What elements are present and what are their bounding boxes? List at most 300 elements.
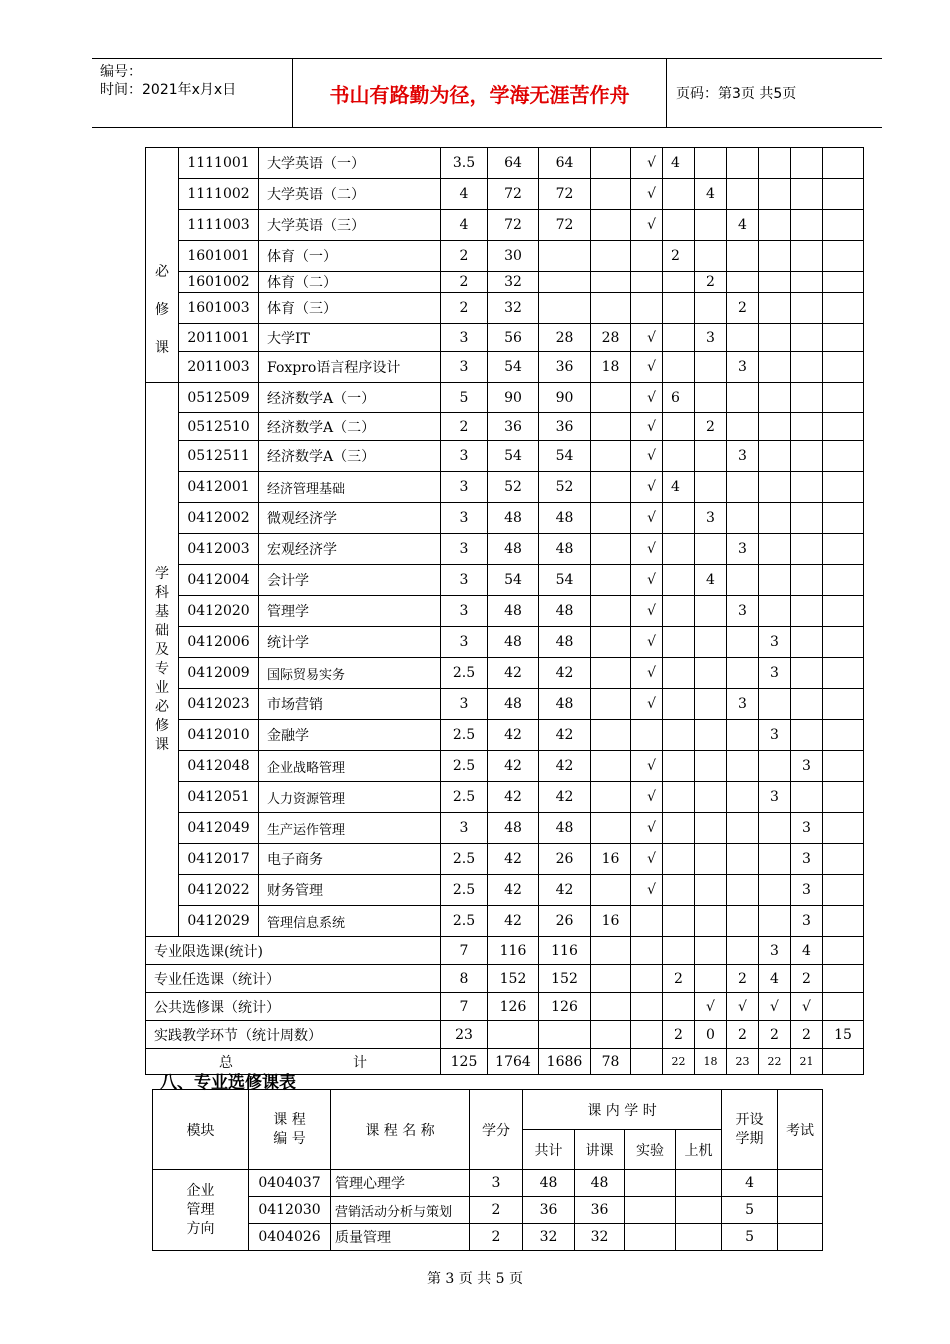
summary-cell: 7 [441, 937, 488, 965]
semester-cell [663, 441, 695, 472]
course-name: 生产运作管理 [259, 813, 441, 844]
value-cell: 3 [441, 565, 488, 596]
value-cell [823, 293, 864, 324]
table-row [146, 148, 864, 179]
value-cell [759, 751, 791, 782]
value-cell: 48 [523, 1170, 575, 1197]
value-cell [695, 658, 727, 689]
value-cell [591, 383, 631, 413]
value-cell: 48 [488, 627, 539, 658]
value-cell: 48 [488, 534, 539, 565]
course-code: 1601001 [179, 241, 259, 272]
value-cell [591, 441, 631, 472]
table-row [146, 689, 864, 720]
value-cell [591, 751, 631, 782]
summary-cell: 15 [823, 1021, 864, 1049]
header-computer: 上机 [676, 1130, 722, 1170]
value-cell [791, 241, 823, 272]
course-name: 管理心理学 [331, 1170, 470, 1197]
time-label: 时间：2021年x月x日 [100, 82, 237, 98]
value-cell: 28 [539, 324, 591, 352]
value-cell: 32 [523, 1224, 575, 1251]
exam-check: √ [631, 210, 663, 241]
value-cell [695, 383, 727, 413]
value-cell: 48 [488, 689, 539, 720]
value-cell [695, 210, 727, 241]
value-cell [727, 179, 759, 210]
page-indicator: 页码：第3页 共5页 [676, 86, 797, 102]
value-cell: 2.5 [441, 720, 488, 751]
course-code: 0512511 [179, 441, 259, 472]
header-code: 课 程 编 号 [249, 1090, 331, 1170]
table-row [146, 293, 864, 324]
value-cell [791, 658, 823, 689]
semester-cell [663, 906, 695, 937]
value-cell [823, 689, 864, 720]
summary-label: 专业任选课（统计） [146, 965, 441, 993]
value-cell [625, 1197, 676, 1224]
summary-cell [591, 993, 631, 1021]
value-cell [591, 534, 631, 565]
value-cell [695, 689, 727, 720]
course-name: 经济数学A（三） [259, 441, 441, 472]
course-code: 2011001 [179, 324, 259, 352]
exam-check: √ [631, 627, 663, 658]
table-row [146, 324, 864, 352]
exam-check: √ [631, 441, 663, 472]
value-cell [823, 658, 864, 689]
value-cell: 42 [488, 720, 539, 751]
value-cell [759, 352, 791, 383]
value-cell: 3 [470, 1170, 523, 1197]
course-code: 0412023 [179, 689, 259, 720]
course-name: 电子商务 [259, 844, 441, 875]
value-cell [778, 1197, 823, 1224]
summary-cell [631, 993, 663, 1021]
value-cell: 54 [488, 441, 539, 472]
value-cell: 36 [575, 1197, 625, 1224]
value-cell [759, 906, 791, 937]
value-cell [727, 472, 759, 503]
value-cell [727, 720, 759, 751]
value-cell: 4 [727, 210, 759, 241]
value-cell: 3 [441, 441, 488, 472]
semester-cell [663, 503, 695, 534]
value-cell [791, 179, 823, 210]
table-row [146, 627, 864, 658]
value-cell [591, 689, 631, 720]
value-cell [695, 720, 727, 751]
value-cell [759, 844, 791, 875]
semester-cell [663, 352, 695, 383]
total-label-b: 计 [353, 1054, 367, 1071]
course-name: 大学IT [259, 324, 441, 352]
value-cell: 64 [488, 148, 539, 179]
value-cell: 3 [791, 844, 823, 875]
value-cell: 3 [727, 441, 759, 472]
table-row [146, 875, 864, 906]
table-row [146, 596, 864, 627]
value-cell: 36 [539, 352, 591, 383]
value-cell: 3 [727, 689, 759, 720]
value-cell [791, 720, 823, 751]
value-cell: 4 [441, 210, 488, 241]
value-cell [695, 241, 727, 272]
value-cell [823, 272, 864, 293]
exam-check: √ [631, 596, 663, 627]
value-cell: 42 [488, 751, 539, 782]
value-cell: 48 [575, 1170, 625, 1197]
value-cell [791, 596, 823, 627]
value-cell [591, 241, 631, 272]
value-cell [676, 1170, 722, 1197]
value-cell [823, 534, 864, 565]
value-cell: 36 [488, 413, 539, 441]
course-name: 管理学 [259, 596, 441, 627]
summary-cell: √ [759, 993, 791, 1021]
value-cell: 2.5 [441, 751, 488, 782]
summary-cell: 4 [759, 965, 791, 993]
course-code: 2011003 [179, 352, 259, 383]
course-code: 0404026 [249, 1224, 331, 1251]
value-cell: 4 [695, 565, 727, 596]
value-cell: 54 [488, 352, 539, 383]
course-name: Foxpro语言程序设计 [259, 352, 441, 383]
value-cell [823, 844, 864, 875]
header-meta [100, 63, 236, 99]
exam-check: √ [631, 383, 663, 413]
semester-cell [663, 813, 695, 844]
table-row [146, 472, 864, 503]
value-cell [759, 293, 791, 324]
table-row [153, 1224, 823, 1251]
exam-check: √ [631, 179, 663, 210]
course-name: 体育（一） [259, 241, 441, 272]
value-cell [823, 241, 864, 272]
total-cell: 1686 [539, 1049, 591, 1075]
table-row [153, 1170, 823, 1197]
value-cell [727, 658, 759, 689]
course-name: 大学英语（二） [259, 179, 441, 210]
summary-cell: 116 [539, 937, 591, 965]
value-cell [791, 472, 823, 503]
value-cell [727, 241, 759, 272]
summary-cell [823, 993, 864, 1021]
value-cell [727, 844, 759, 875]
course-code: 0412051 [179, 782, 259, 813]
value-cell [727, 875, 759, 906]
value-cell: 42 [488, 782, 539, 813]
exam-check [631, 272, 663, 293]
semester-cell: 4 [663, 472, 695, 503]
value-cell: 3 [791, 813, 823, 844]
total-cell: 22 [663, 1049, 695, 1075]
value-cell [727, 813, 759, 844]
value-cell: 16 [591, 844, 631, 875]
value-cell [727, 148, 759, 179]
value-cell: 42 [488, 875, 539, 906]
value-cell [791, 503, 823, 534]
exam-check: √ [631, 565, 663, 596]
value-cell [791, 534, 823, 565]
value-cell [823, 383, 864, 413]
value-cell [759, 210, 791, 241]
course-code: 1601002 [179, 272, 259, 293]
value-cell: 2 [441, 272, 488, 293]
value-cell: 16 [591, 906, 631, 937]
total-cell: 1764 [488, 1049, 539, 1075]
table-row [146, 844, 864, 875]
value-cell [759, 472, 791, 503]
exam-check: √ [631, 813, 663, 844]
value-cell: 4 [695, 179, 727, 210]
value-cell [759, 565, 791, 596]
summary-cell: 116 [488, 937, 539, 965]
summary-cell: 2 [791, 965, 823, 993]
exam-check: √ [631, 751, 663, 782]
course-code: 1111002 [179, 179, 259, 210]
course-name: 管理信息系统 [259, 906, 441, 937]
summary-cell: 4 [791, 937, 823, 965]
summary-cell: 8 [441, 965, 488, 993]
course-name: 大学英语（三） [259, 210, 441, 241]
value-cell [791, 293, 823, 324]
value-cell: 3 [727, 352, 759, 383]
value-cell: 42 [488, 906, 539, 937]
summary-cell: √ [695, 993, 727, 1021]
header-name: 课 程 名 称 [331, 1090, 470, 1170]
exam-check: √ [631, 413, 663, 441]
value-cell [759, 875, 791, 906]
value-cell [591, 272, 631, 293]
value-cell [759, 272, 791, 293]
value-cell [823, 324, 864, 352]
summary-cell [488, 1021, 539, 1049]
semester-cell [663, 782, 695, 813]
summary-cell: 2 [791, 1021, 823, 1049]
value-cell: 48 [539, 534, 591, 565]
value-cell: 32 [575, 1224, 625, 1251]
table-row [146, 658, 864, 689]
course-code: 0412029 [179, 906, 259, 937]
table-row [146, 813, 864, 844]
value-cell [695, 751, 727, 782]
exam-check: √ [631, 689, 663, 720]
summary-cell: √ [727, 993, 759, 1021]
value-cell: 2 [727, 293, 759, 324]
semester-cell [663, 293, 695, 324]
value-cell [759, 534, 791, 565]
header-motto: 书山有路勤为径，学海无涯苦作舟 [329, 83, 630, 107]
course-name: 人力资源管理 [259, 782, 441, 813]
semester-cell [663, 689, 695, 720]
value-cell: 3 [759, 627, 791, 658]
value-cell [695, 293, 727, 324]
value-cell [695, 627, 727, 658]
value-cell: 3 [759, 658, 791, 689]
semester-cell: 4 [663, 148, 695, 179]
course-code: 0412003 [179, 534, 259, 565]
value-cell: 52 [539, 472, 591, 503]
value-cell [759, 813, 791, 844]
value-cell: 3 [759, 782, 791, 813]
value-cell [727, 503, 759, 534]
value-cell [695, 352, 727, 383]
value-cell: 3 [441, 596, 488, 627]
value-cell [695, 472, 727, 503]
value-cell: 5 [722, 1197, 778, 1224]
summary-row [146, 965, 864, 993]
course-name: 质量管理 [331, 1224, 470, 1251]
value-cell [823, 875, 864, 906]
exam-check: √ [631, 844, 663, 875]
exam-check [631, 906, 663, 937]
value-cell: 42 [488, 658, 539, 689]
value-cell: 90 [488, 383, 539, 413]
value-cell: 2.5 [441, 875, 488, 906]
course-name: 经济管理基础 [259, 472, 441, 503]
exam-check [631, 241, 663, 272]
value-cell: 2 [441, 241, 488, 272]
value-cell: 54 [488, 565, 539, 596]
table-row [146, 565, 864, 596]
semester-cell [663, 413, 695, 441]
semester-cell [663, 565, 695, 596]
value-cell: 42 [488, 844, 539, 875]
value-cell [823, 565, 864, 596]
exam-check: √ [631, 534, 663, 565]
value-cell [591, 782, 631, 813]
value-cell: 3 [695, 324, 727, 352]
value-cell [791, 352, 823, 383]
summary-label: 公共选修课（统计） [146, 993, 441, 1021]
semester-cell [663, 210, 695, 241]
summary-row [146, 1021, 864, 1049]
summary-cell: 152 [488, 965, 539, 993]
value-cell: 2 [695, 413, 727, 441]
table-row [146, 751, 864, 782]
value-cell [759, 689, 791, 720]
value-cell: 42 [539, 751, 591, 782]
exam-check: √ [631, 782, 663, 813]
course-code: 0412022 [179, 875, 259, 906]
semester-cell [663, 720, 695, 751]
header-total: 共计 [523, 1130, 575, 1170]
table-row [146, 179, 864, 210]
value-cell: 42 [539, 658, 591, 689]
course-name: 宏观经济学 [259, 534, 441, 565]
table-row [146, 720, 864, 751]
value-cell: 72 [539, 210, 591, 241]
value-cell: 2.5 [441, 658, 488, 689]
course-name: 经济数学A（一） [259, 383, 441, 413]
value-cell [591, 720, 631, 751]
value-cell: 32 [488, 272, 539, 293]
course-code: 0412049 [179, 813, 259, 844]
course-name: 国际贸易实务 [259, 658, 441, 689]
value-cell: 90 [539, 383, 591, 413]
semester-cell [663, 658, 695, 689]
value-cell: 54 [539, 441, 591, 472]
summary-cell [823, 965, 864, 993]
value-cell [539, 293, 591, 324]
value-cell: 2.5 [441, 906, 488, 937]
value-cell [695, 844, 727, 875]
value-cell [591, 503, 631, 534]
value-cell [759, 413, 791, 441]
semester-cell [663, 179, 695, 210]
value-cell: 48 [488, 813, 539, 844]
summary-cell: 152 [539, 965, 591, 993]
value-cell [727, 413, 759, 441]
summary-cell: 23 [441, 1021, 488, 1049]
summary-cell [663, 993, 695, 1021]
value-cell: 3 [441, 352, 488, 383]
value-cell [791, 383, 823, 413]
value-cell [823, 148, 864, 179]
value-cell [823, 813, 864, 844]
table-row [146, 906, 864, 937]
value-cell [759, 241, 791, 272]
total-cell: 18 [695, 1049, 727, 1075]
value-cell [759, 324, 791, 352]
semester-cell [663, 627, 695, 658]
summary-label: 专业限选课(统计) [146, 937, 441, 965]
value-cell [791, 689, 823, 720]
value-cell: 48 [539, 627, 591, 658]
summary-cell [539, 1021, 591, 1049]
value-cell [591, 293, 631, 324]
value-cell [727, 272, 759, 293]
value-cell: 5 [722, 1224, 778, 1251]
header-credit: 学分 [470, 1090, 523, 1170]
value-cell [823, 906, 864, 937]
header-module: 模块 [153, 1090, 249, 1170]
semester-cell: 2 [663, 241, 695, 272]
value-cell: 72 [488, 210, 539, 241]
course-code: 0412030 [249, 1197, 331, 1224]
value-cell [591, 658, 631, 689]
total-cell: 78 [591, 1049, 631, 1075]
value-cell [778, 1170, 823, 1197]
value-cell [727, 782, 759, 813]
value-cell [823, 503, 864, 534]
summary-cell [823, 937, 864, 965]
summary-cell [663, 937, 695, 965]
value-cell [727, 383, 759, 413]
semester-cell [663, 844, 695, 875]
value-cell: 26 [539, 844, 591, 875]
semester-cell [663, 324, 695, 352]
value-cell [791, 324, 823, 352]
value-cell: 3 [791, 751, 823, 782]
value-cell: 26 [539, 906, 591, 937]
value-cell [676, 1197, 722, 1224]
value-cell: 42 [539, 875, 591, 906]
value-cell: 48 [539, 503, 591, 534]
value-cell: 30 [488, 241, 539, 272]
value-cell: 2 [470, 1224, 523, 1251]
semester-cell [663, 751, 695, 782]
value-cell: 2 [470, 1197, 523, 1224]
value-cell: 48 [539, 813, 591, 844]
total-cell [631, 1049, 663, 1075]
group-label: 学科基础及专业必修课 [146, 383, 179, 937]
exam-check [631, 720, 663, 751]
value-cell [591, 148, 631, 179]
value-cell: 3 [727, 534, 759, 565]
value-cell: 3 [791, 906, 823, 937]
